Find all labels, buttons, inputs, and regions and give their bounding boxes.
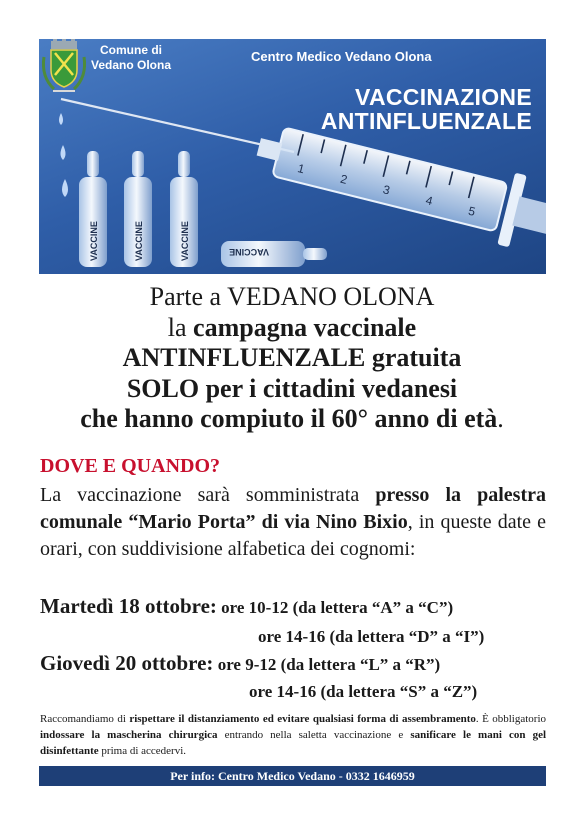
schedule-row [258,627,484,647]
intro-line: la campagna vaccinale [167,312,417,342]
comune-label: Comune di Vedano Olona [90,43,171,72]
intro-line: SOLO per i cittadini vedanesi [126,373,458,403]
header-banner [39,39,546,274]
schedule-row [40,651,440,676]
schedule-row [40,594,453,619]
svg-text:VACCINE: VACCINE [134,221,144,261]
syringe-mark: 4 [424,193,435,209]
schedule-time: ore 14-16 [249,682,317,701]
schedule-range: (da lettera “A” a “C”) [292,598,454,617]
municipal-crest-icon [39,39,89,97]
syringe-mark: 5 [466,203,477,219]
schedule-time: ore 14-16 [258,627,326,646]
schedule-time: ore 10-12 [221,598,289,617]
svg-text:VACCINE: VACCINE [229,247,269,257]
schedule-time: ore 9-12 [217,655,277,674]
schedule-day: Martedì 18 ottobre: [40,594,217,618]
centro-medico-label: Centro Medico Vedano Olona [251,49,432,64]
intro-line: che hanno compiuto il 60° anno di età. [80,404,504,433]
schedule-day: Giovedì 20 ottobre: [40,651,214,675]
location-paragraph: La vaccinazione sarà somministrata presso la palestra comunale “Mario Porta” di via Nino Bixio, in queste date e orari, con suddivisione alfabetica dei cognomi: [40,484,546,560]
intro-line: Parte a VEDANO OLONA [149,282,435,311]
section-heading: DOVE E QUANDO? [40,455,221,477]
syringe-mark: 3 [381,182,392,198]
banner-title-line: ANTINFLUENZALE [320,108,532,134]
syringe-mark: 1 [296,161,307,177]
safety-note: Raccomandiamo di rispettare il distanziamento ed evitare qualsiasi forma di assembramento. È obbligatorio indossare la mascherina chirurgica entrando nella saletta vaccinazione e sanificare le mani con gel disinfettante prima di accedervi. [40,713,547,757]
syringe-vials-illustration [39,39,546,274]
intro-announcement [0,282,584,435]
schedule-range: (da lettera “S” a “Z”) [320,682,478,701]
banner-title-line: VACCINAZIONE [355,84,532,110]
vaccine-vial-lying [221,241,327,267]
syringe-mark: 2 [338,171,349,187]
vaccine-vial [79,151,107,267]
vaccine-vial [170,151,198,267]
intro-line: ANTINFLUENZALE gratuita [122,343,462,372]
vaccine-vial [124,151,152,267]
banner-title [321,85,532,133]
contact-footer: Per info: Centro Medico Vedano - 0332 1646959 [39,766,546,786]
svg-text:VACCINE: VACCINE [89,221,99,261]
schedule-row [249,682,477,702]
schedule-range: (da lettera “D” a “I”) [329,627,485,646]
svg-text:VACCINE: VACCINE [180,221,190,261]
schedule-range: (da lettera “L” a “R”) [280,655,441,674]
